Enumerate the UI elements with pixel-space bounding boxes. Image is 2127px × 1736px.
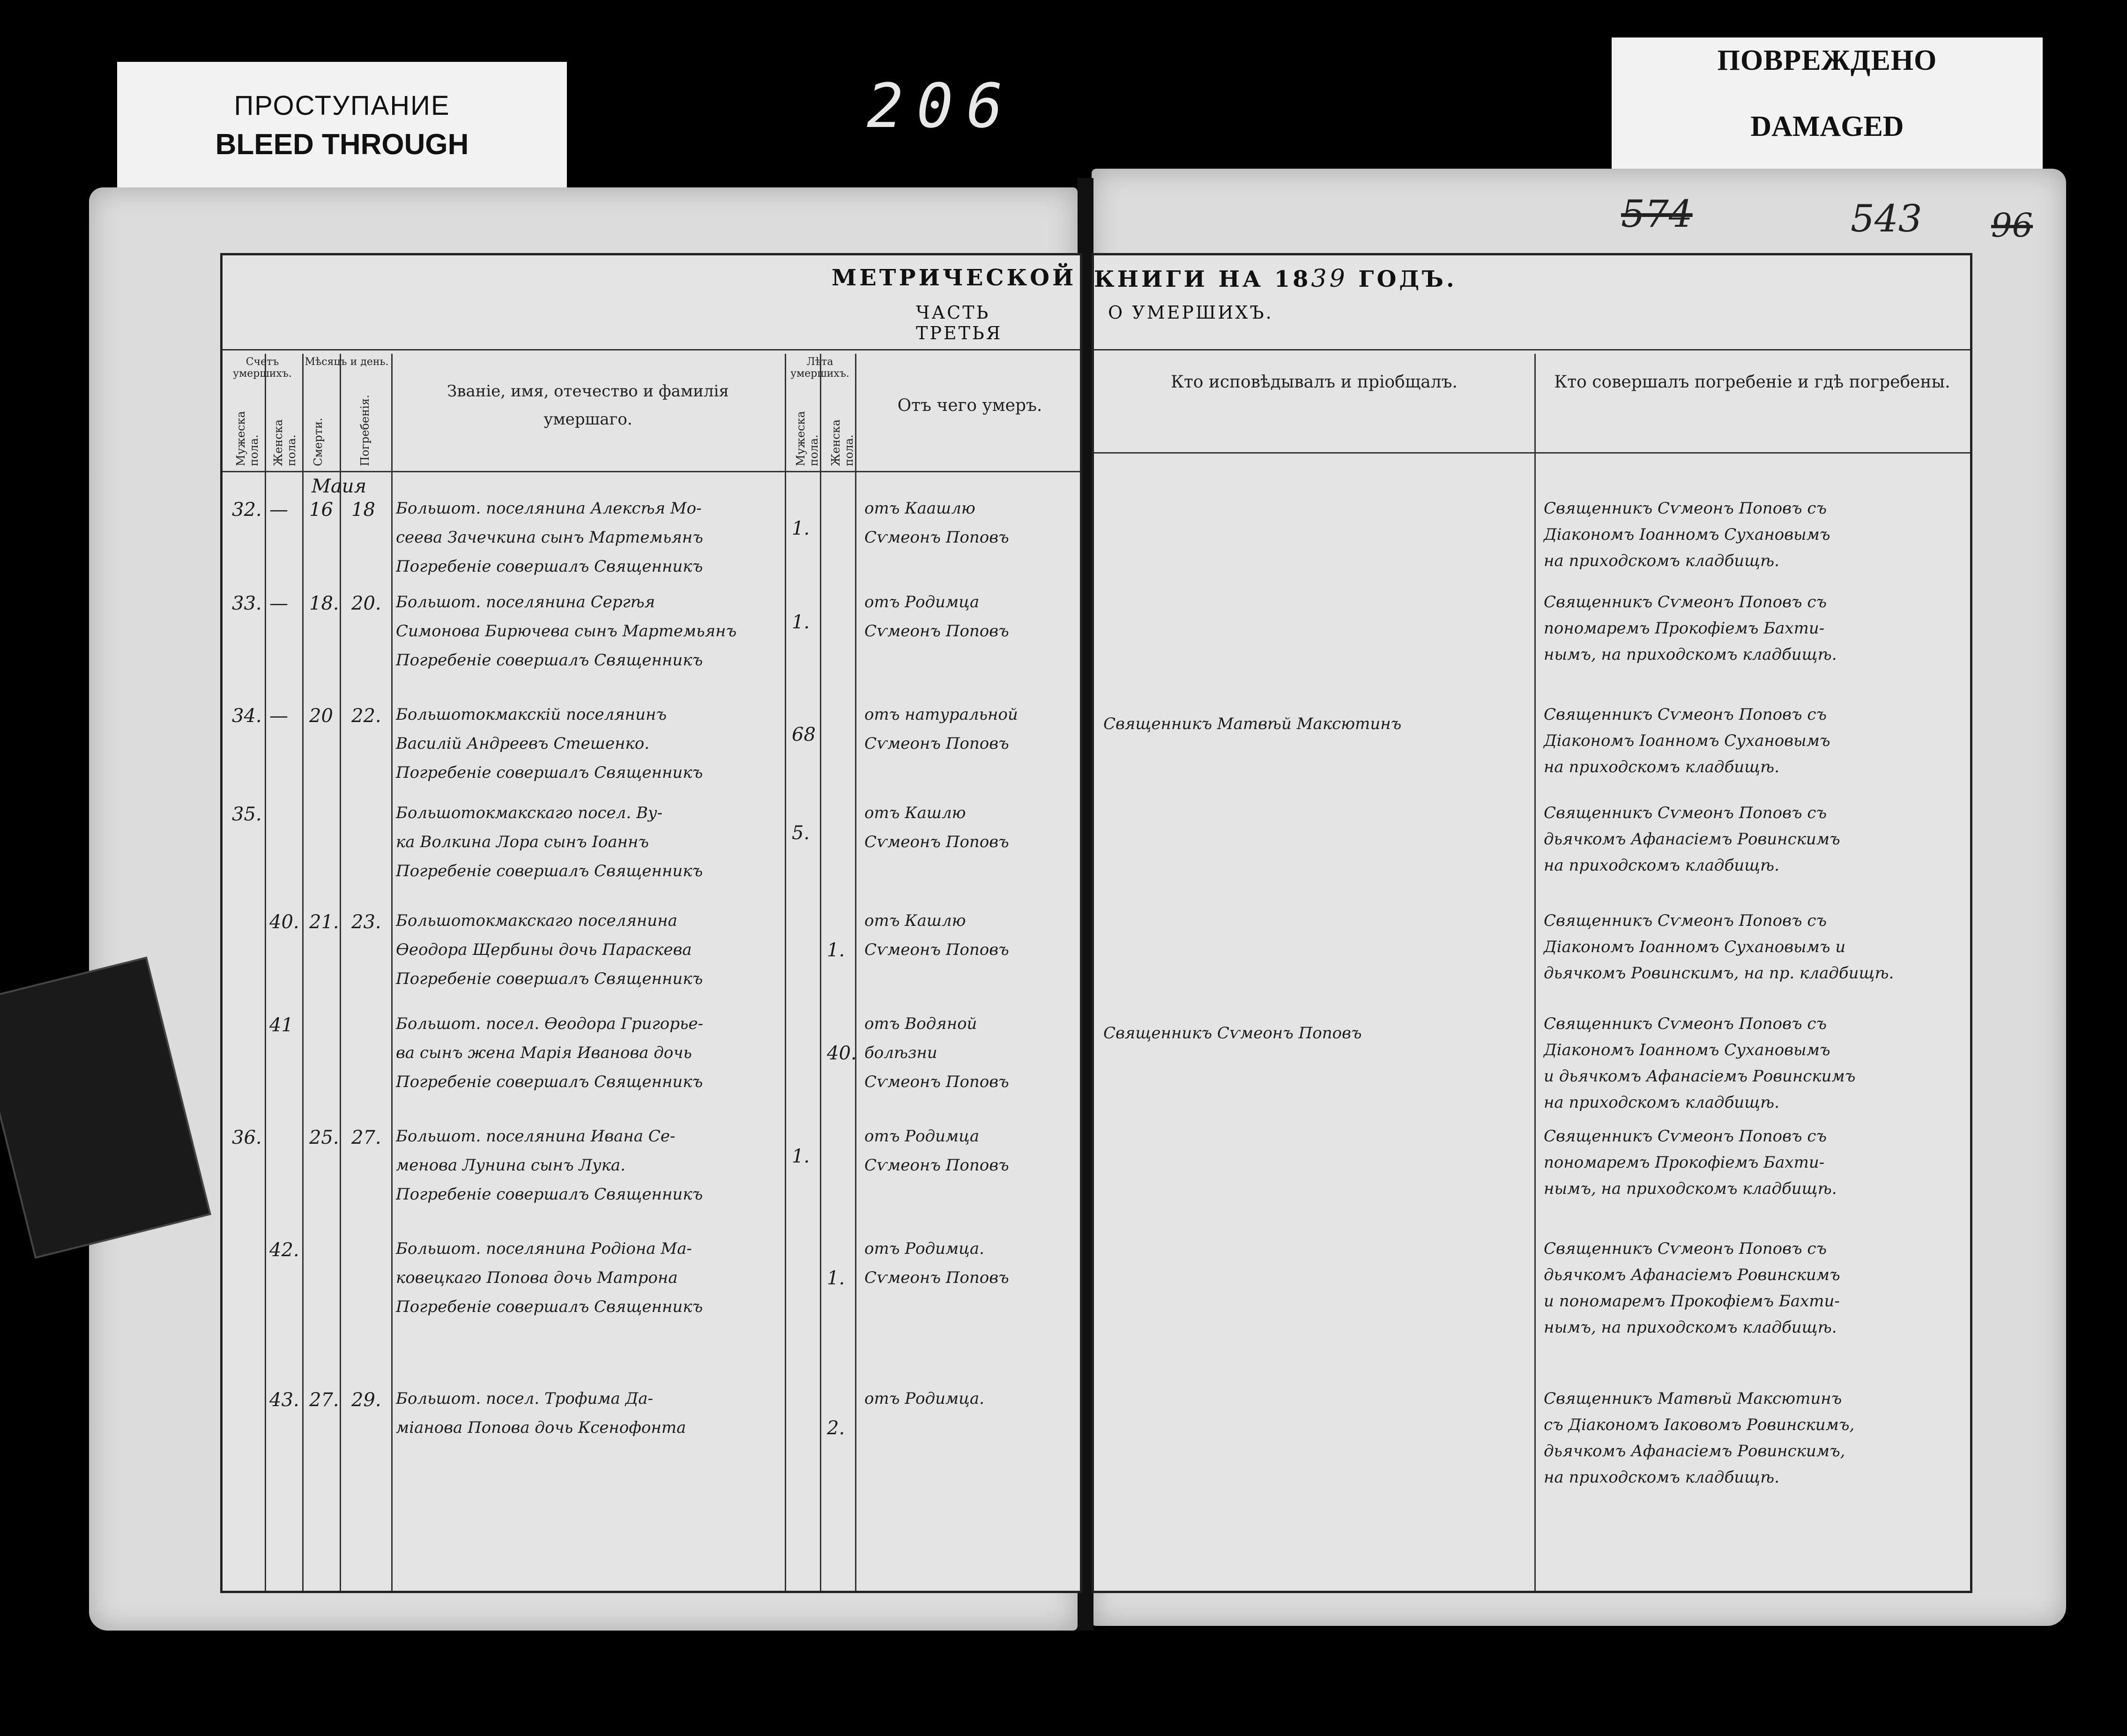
- entry-female-number: —: [269, 593, 288, 614]
- entry-burial-by-line: Діакономъ Іоанномъ Сухановымъ: [1544, 525, 1830, 544]
- entry-burial-by-line: и пономаремъ Прокофіемъ Бахти-: [1544, 1292, 1840, 1311]
- entry-female-number: —: [269, 705, 288, 727]
- entry-burial-by-line: Діакономъ Іоанномъ Сухановымъ: [1544, 1041, 1830, 1059]
- entry-cause-line: болѣзни: [864, 1043, 937, 1062]
- entry-cause-line: отъ Родимца: [864, 1127, 980, 1146]
- entry-burial-by-line: пономаремъ Прокофіемъ Бахти-: [1544, 1153, 1825, 1172]
- entry-cause-line: Сѵмеонъ Поповъ: [864, 1156, 1009, 1175]
- col-month-day-header: Мѣсяцъ и день.: [305, 356, 389, 368]
- entry-age-male: 1.: [792, 1146, 810, 1167]
- entry-cause-line: отъ Каашлю: [864, 499, 975, 518]
- entry-male-number: 34.: [232, 705, 262, 727]
- bleed-through-label-ru: ПРОСТУПАНИЕ: [234, 90, 450, 121]
- col-death-header: Смерти.: [312, 417, 325, 466]
- entry-name-line: Погребеніе совершалъ Священникъ: [396, 862, 703, 880]
- entry-cause-line: Сѵмеонъ Поповъ: [864, 622, 1009, 641]
- part-label: ЧАСТЬ ТРЕТЬЯ: [916, 302, 1003, 343]
- entry-cause-line: отъ Водяной: [864, 1014, 977, 1033]
- entry-cause-line: отъ Кашлю: [864, 804, 966, 822]
- entry-burial-by-line: Діакономъ Іоанномъ Сухановымъ: [1544, 731, 1830, 750]
- entry-burial-by-line: на приходскомъ кладбищѣ.: [1544, 551, 1779, 570]
- entry-burial-by-line: Священникъ Сѵмеонъ Поповъ съ: [1544, 804, 1827, 822]
- entry-name-line: Погребеніе совершалъ Священникъ: [396, 969, 703, 988]
- title-left: МЕТРИЧЕСКОЙ: [832, 265, 1077, 291]
- entry-name-line: Большотокмакскаго посел. Ву-: [396, 804, 663, 822]
- entry-cause-line: отъ натуральной: [864, 705, 1018, 724]
- col-count-header: Счетъ умершихъ.: [233, 356, 292, 380]
- col-burial-by-header: Кто совершалъ погребеніе и гдѣ погребены.: [1554, 373, 1950, 392]
- entry-confessor: Священникъ Сѵмеонъ Поповъ: [1103, 1024, 1362, 1043]
- entry-name-line: Погребеніе совершалъ Священникъ: [396, 651, 703, 670]
- entry-burial-by-line: и дьячкомъ Афанасіемъ Ровинскимъ: [1544, 1067, 1856, 1086]
- entry-death-day: 25.: [309, 1127, 339, 1148]
- entry-name-line: Большот. поселянина Сергѣя: [396, 593, 655, 611]
- entry-burial-by-line: нымъ, на приходскомъ кладбищѣ.: [1544, 645, 1837, 664]
- entry-burial-day: 18: [351, 499, 375, 521]
- entry-burial-by-line: Священникъ Сѵмеонъ Поповъ съ: [1544, 911, 1827, 930]
- entry-name-line: Погребеніе совершалъ Священникъ: [396, 1073, 703, 1091]
- col-name-header: Званіе, имя, отечество и фамилія умершаго.: [447, 382, 729, 429]
- col-age-header: Лѣта умершихъ.: [790, 356, 849, 380]
- entry-name-line: Большот. посел. Ѳеодора Григорье-: [396, 1014, 703, 1033]
- entry-burial-day: 22.: [351, 705, 381, 727]
- entry-burial-by-line: Священникъ Матвѣй Максютинъ: [1544, 1389, 1842, 1408]
- entry-name-line: Большотокмакскаго поселянина: [396, 911, 677, 930]
- entry-cause-line: Сѵмеонъ Поповъ: [864, 734, 1009, 753]
- col-female-header: Женска пола.: [272, 419, 298, 466]
- entry-burial-by-line: на приходскомъ кладбищѣ.: [1544, 758, 1779, 776]
- entry-male-number: 33.: [232, 593, 262, 614]
- entry-cause-line: Сѵмеонъ Поповъ: [864, 528, 1009, 547]
- entry-name-line: міанова Попова дочь Ксенофонта: [396, 1418, 686, 1437]
- entry-death-day: 18.: [309, 593, 339, 614]
- entry-name-line: Большотокмакскій поселянинъ: [396, 705, 667, 724]
- entry-name-line: Симонова Бирючева сынъ Мартемьянъ: [396, 622, 737, 641]
- entry-female-number: —: [269, 499, 288, 521]
- ledger-right: [1092, 253, 1972, 1593]
- bleed-through-tag: [117, 62, 567, 193]
- entry-burial-day: 27.: [351, 1127, 381, 1148]
- entry-name-line: Большот. поселянина Ивана Се-: [396, 1127, 676, 1146]
- entry-name-line: Погребеніе совершалъ Священникъ: [396, 1297, 703, 1316]
- col-age-male-header: Мужеска пола.: [794, 411, 820, 466]
- entry-burial-by-line: Діакономъ Іоанномъ Сухановымъ и: [1544, 938, 1846, 956]
- entry-age-male: 68: [792, 724, 816, 745]
- entry-burial-by-line: Священникъ Сѵмеонъ Поповъ съ: [1544, 1014, 1827, 1033]
- entry-cause-line: Сѵмеонъ Поповъ: [864, 833, 1009, 851]
- entry-burial-by-line: на приходскомъ кладбищѣ.: [1544, 1468, 1779, 1487]
- entry-name-line: ва сынъ жена Марія Иванова дочь: [396, 1043, 692, 1062]
- entry-burial-by-line: дьячкомъ Афанасіемъ Ровинскимъ: [1544, 1266, 1840, 1284]
- entry-confessor: Священникъ Матвѣй Максютинъ: [1103, 715, 1402, 733]
- entry-cause-line: отъ Родимца.: [864, 1389, 984, 1408]
- col-age-female-header: Женска пола.: [829, 419, 855, 466]
- entry-female-number: 42.: [269, 1239, 299, 1261]
- col-confessor-header: Кто исповѣдывалъ и пріобщалъ.: [1171, 373, 1458, 392]
- entry-burial-day: 23.: [351, 911, 381, 933]
- title-right: [1094, 265, 1457, 293]
- entry-male-number: 35.: [232, 804, 262, 825]
- entry-burial-by-line: на приходскомъ кладбищѣ.: [1544, 1093, 1779, 1112]
- entry-name-line: сеева Зачечкина сынъ Мартемьянъ: [396, 528, 703, 547]
- title-right-suffix: ГОДЪ.: [1358, 266, 1457, 292]
- corner-page-number: 96: [1991, 206, 2033, 245]
- entry-age-female: 1.: [827, 1267, 845, 1289]
- col-burial-header: Погребенія.: [358, 395, 372, 466]
- entry-burial-by-line: нымъ, на приходскомъ кладбищѣ.: [1544, 1179, 1837, 1198]
- entry-age-female: 2.: [827, 1417, 845, 1439]
- entry-cause-line: Сѵмеонъ Поповъ: [864, 1073, 1009, 1091]
- entry-cause-line: отъ Родимца.: [864, 1239, 984, 1258]
- entry-age-male: 1.: [792, 611, 810, 633]
- entry-name-line: ковецкаго Попова дочь Матрона: [396, 1268, 678, 1287]
- entry-death-day: 16: [309, 499, 333, 521]
- year-handwritten: 39: [1311, 265, 1348, 293]
- entry-name-line: Большот. поселянина Родіона Ма-: [396, 1239, 692, 1258]
- entry-burial-by-line: дьячкомъ Афанасіемъ Ровинскимъ,: [1544, 1442, 1845, 1460]
- entry-name-line: Погребеніе совершалъ Священникъ: [396, 557, 703, 576]
- entry-name-line: Погребеніе совершалъ Священникъ: [396, 763, 703, 782]
- entry-age-female: 40.: [827, 1043, 857, 1064]
- entry-burial-by-line: нымъ, на приходскомъ кладбищѣ.: [1544, 1318, 1837, 1337]
- entry-burial-by-line: на приходскомъ кладбищѣ.: [1544, 856, 1779, 875]
- col-cause-header: Отъ чего умеръ.: [897, 396, 1042, 415]
- ledger-left: [220, 253, 1082, 1593]
- entry-name-line: Погребеніе совершалъ Священникъ: [396, 1185, 703, 1204]
- entry-male-number: 32.: [232, 499, 262, 521]
- entry-cause-line: отъ Кашлю: [864, 911, 966, 930]
- entry-burial-by-line: дьячкомъ Ровинскимъ, на пр. кладбищѣ.: [1544, 964, 1894, 983]
- entry-male-number: 36.: [232, 1127, 262, 1148]
- damaged-label-ru: ПОВРЕЖДЕНО: [1717, 45, 1937, 76]
- col-male-header: Мужеска пола.: [234, 411, 260, 466]
- entry-age-female: 1.: [827, 939, 845, 961]
- entry-cause-line: Сѵмеонъ Поповъ: [864, 1268, 1009, 1287]
- entry-burial-by-line: дьячкомъ Афанасіемъ Ровинскимъ: [1544, 830, 1840, 849]
- entry-female-number: 40.: [269, 911, 299, 933]
- entry-name-line: менова Лунина сынъ Лука.: [396, 1156, 625, 1175]
- entry-female-number: 43.: [269, 1389, 299, 1411]
- page-number: 543: [1851, 197, 1922, 240]
- folio-number: 206: [867, 70, 1016, 142]
- entry-cause-line: отъ Родимца: [864, 593, 980, 611]
- entry-burial-by-line: пономаремъ Прокофіемъ Бахти-: [1544, 619, 1825, 638]
- damaged-tag: [1612, 37, 2043, 173]
- entry-burial-by-line: Священникъ Сѵмеонъ Поповъ съ: [1544, 593, 1827, 611]
- entry-burial-by-line: съ Діакономъ Іаковомъ Ровинскимъ,: [1544, 1416, 1855, 1434]
- entry-burial-by-line: Священникъ Сѵмеонъ Поповъ съ: [1544, 1127, 1827, 1146]
- bleed-through-label-en: BLEED THROUGH: [215, 128, 469, 161]
- entry-cause-line: Сѵмеонъ Поповъ: [864, 940, 1009, 959]
- entry-death-day: 27.: [309, 1389, 339, 1411]
- entry-name-line: Большот. поселянина Алексѣя Мо-: [396, 499, 702, 518]
- entry-burial-by-line: Священникъ Сѵмеонъ Поповъ съ: [1544, 499, 1827, 518]
- month-label: Маия: [312, 476, 367, 497]
- part-label-right: О УМЕРШИХЪ.: [1108, 302, 1273, 323]
- entry-death-day: 21.: [309, 911, 339, 933]
- entry-age-male: 5.: [792, 822, 810, 844]
- entry-death-day: 20: [309, 705, 333, 727]
- entry-burial-by-line: Священникъ Сѵмеонъ Поповъ съ: [1544, 705, 1827, 724]
- entry-age-male: 1.: [792, 518, 810, 539]
- entry-name-line: Ѳеодора Щербины дочь Параскева: [396, 940, 692, 959]
- entry-burial-by-line: Священникъ Сѵмеонъ Поповъ съ: [1544, 1239, 1827, 1258]
- entry-name-line: ка Волкина Лора сынъ Іоаннъ: [396, 833, 649, 851]
- title-right-prefix: КНИГИ НА 18: [1094, 266, 1311, 292]
- entry-name-line: Василій Андреевъ Стешенко.: [396, 734, 650, 753]
- entry-burial-day: 29.: [351, 1389, 381, 1411]
- entry-burial-day: 20.: [351, 593, 381, 614]
- entry-female-number: 41: [269, 1014, 293, 1036]
- entry-name-line: Большот. посел. Трофима Да-: [396, 1389, 654, 1408]
- struck-page-number: 574: [1621, 192, 1693, 236]
- damaged-label-en: DAMAGED: [1750, 111, 1904, 142]
